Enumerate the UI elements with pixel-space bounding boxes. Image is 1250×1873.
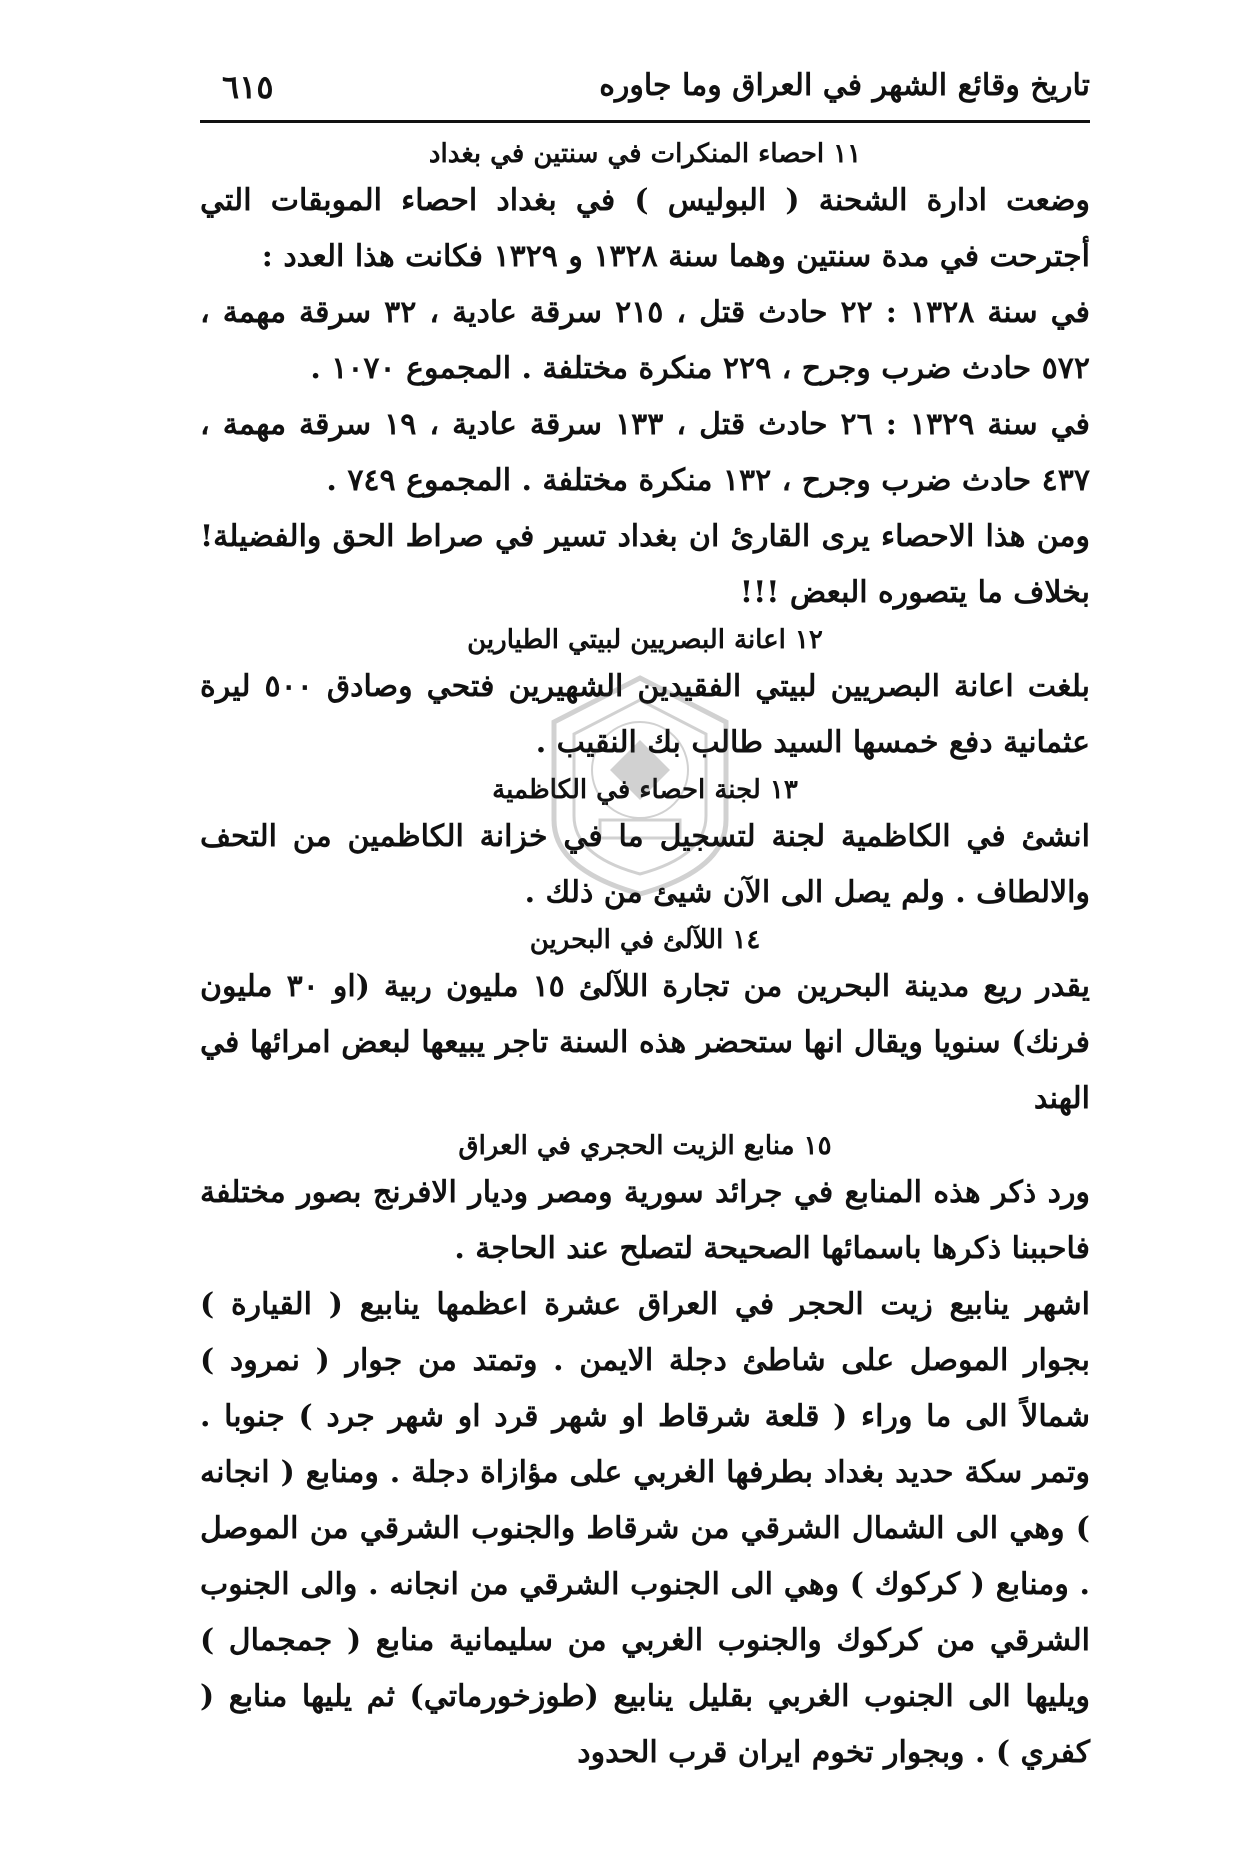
paragraph: انشئ في الكاظمية لجنة لتسجيل ما في خزانة الكاظمين من التحف والالطاف . ولم يصل الى الآن شيئ من ذلك . (200, 819, 1090, 910)
paragraph: وضعت ادارة الشحنة ( البوليس ) في بغداد احصاء الموبقات التي أجترحت في مدة سنتين وهما سنة ١٣٢٨ و ١٣٢٩ فكانت هذا العدد : (200, 183, 1090, 274)
page-content (200, 123, 1090, 1781)
paragraph: اشهر ينابيع زيت الحجر في العراق عشرة اعظمها ينابيع ( القيارة ) بجوار الموصل على شاطئ دجلة الايمن . وتمتد من جوار ( نمرود ) شمالاً الى ما وراء ( قلعة شرقاط او شهر قرد او شهر جرد ) جنوبا . وتمر سكة حديد بغداد بطرفها الغربي على مؤازاة دجلة . ومنابع ( انجانه ) وهي الى الشمال الشرقي من شرقاط والجنوب الشرقي من الموصل . ومنابع ( كركوك ) وهي الى الجنوب الشرقي من انجانه . والى الجنوب الشرقي من كركوك والجنوب الغربي من سليمانية منابع ( جمجمال ) ويليها الى الجنوب الغربي بقليل ينابيع (طوزخورماتي) ثم يليها منابع ( كفري ) . وبجوار تخوم ايران قرب الحدود (200, 1287, 1090, 1770)
paragraph: ومن هذا الاحصاء يرى القارئ ان بغداد تسير في صراط الحق والفضيلة! بخلاف ما يتصوره البعض !!! (200, 519, 1090, 610)
book-page (200, 60, 1090, 1840)
paragraph: يقدر ريع مدينة البحرين من تجارة اللآلئ ١٥ مليون ربية (او ٣٠ مليون فرنك) سنويا ويقال انها ستحضر هذه السنة تاجر يبيعها لبعض امرائها في الهند (200, 969, 1090, 1116)
running-header (200, 60, 1090, 123)
paragraph: ورد ذكر هذه المنابع في جرائد سورية ومصر وديار الافرنج بصور مختلفة فاحببنا ذكرها باسمائها الصحيحة لتصلح عند الحاجة . (200, 1175, 1090, 1266)
section-heading: ١٢ اعانة البصريين لبيتي الطيارين (467, 625, 823, 655)
section-11 (200, 135, 1090, 621)
paragraph: بلغت اعانة البصريين لبيتي الفقيدين الشهيرين فتحي وصادق ٥٠٠ ليرة عثمانية دفع خمسها السيد طالب بك النقيب . (200, 669, 1090, 760)
running-header-title: تاريخ وقائع الشهر في العراق وما جاوره (599, 68, 1090, 103)
page-number: ٦١٥ (222, 68, 274, 106)
section-heading: ١٣ لجنة احصاء في الكاظمية (492, 775, 798, 805)
section-heading: ١٤ اللآلئ في البحرين (529, 925, 761, 955)
section-13 (200, 771, 1090, 921)
paragraph: في سنة ١٣٢٨ : ٢٢ حادث قتل ، ٢١٥ سرقة عادية ، ٣٢ سرقة مهمة ، ٥٧٢ حادث ضرب وجرح ، ٢٢٩ منكرة مختلفة . المجموع ١٠٧٠ . (200, 295, 1090, 386)
section-14 (200, 921, 1090, 1127)
section-12 (200, 621, 1090, 771)
section-15 (200, 1127, 1090, 1781)
section-heading: ١٥ منابع الزيت الحجري في العراق (458, 1131, 832, 1161)
section-heading: ١١ احصاء المنكرات في سنتين في بغداد (428, 139, 862, 169)
paragraph: في سنة ١٣٢٩ : ٢٦ حادث قتل ، ١٣٣ سرقة عادية ، ١٩ سرقة مهمة ، ٤٣٧ حادث ضرب وجرح ، ١٣٢ منكرة مختلفة . المجموع ٧٤٩ . (200, 407, 1090, 498)
